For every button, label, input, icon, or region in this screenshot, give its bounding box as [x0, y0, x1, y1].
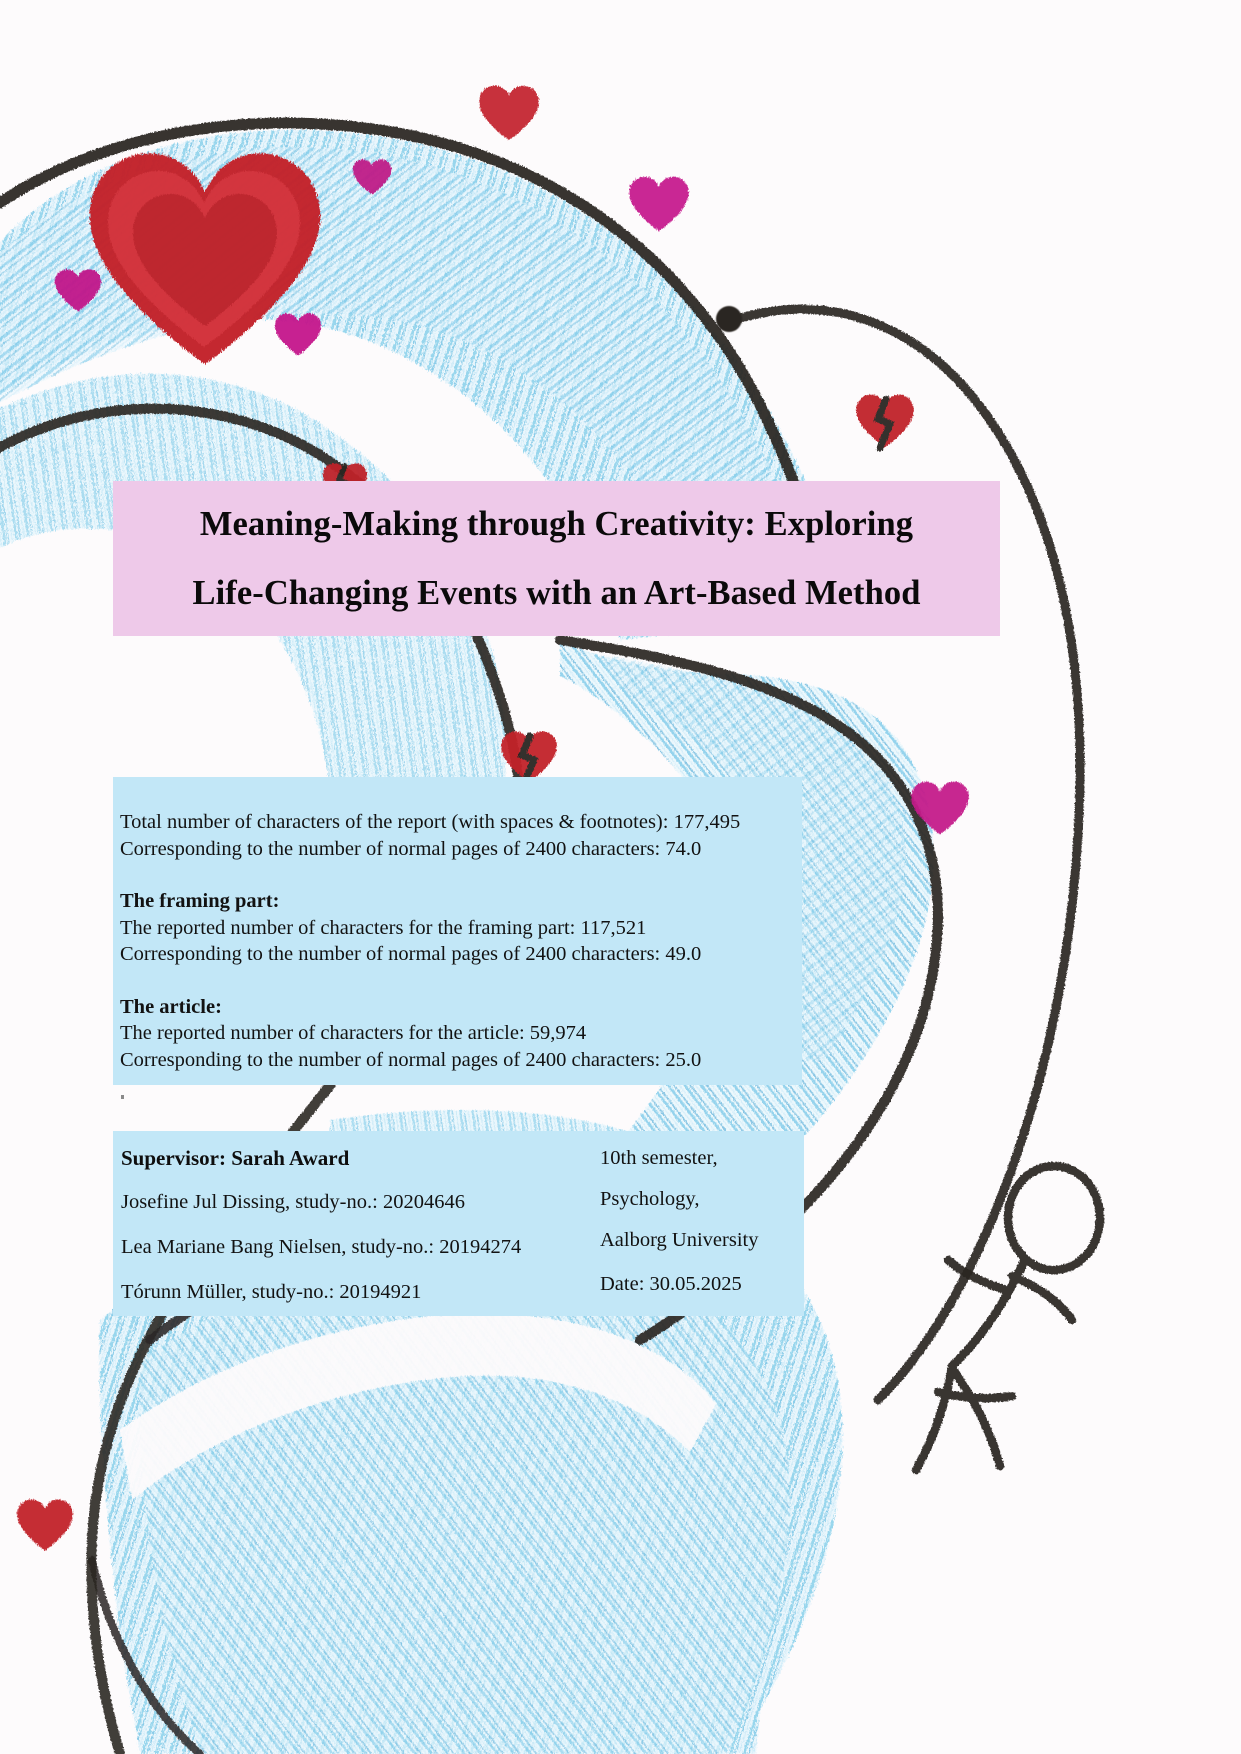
programme-line: Psychology, [600, 1188, 700, 1210]
institution-line: Aalborg University [600, 1229, 759, 1251]
student-line-1: Josefine Jul Dissing, study-no.: 20204646 [121, 1191, 465, 1213]
student-line-2: Lea Mariane Bang Nielsen, study-no.: 20194274 [121, 1236, 522, 1258]
character-count-box [113, 777, 802, 1085]
framing-characters-line: The reported number of characters for the framing part: 117,521 [120, 916, 647, 939]
supervisor-line: Supervisor: Sarah Award [121, 1146, 350, 1170]
article-characters-line: The reported number of characters for the article: 59,974 [120, 1022, 587, 1044]
date-line: Date: 30.05.2025 [600, 1273, 742, 1295]
page-title [113, 481, 1000, 636]
article-normal-pages-line: Corresponding to the number of normal pages of 2400 characters: 25.0 [120, 1048, 702, 1071]
scan-artifact-dot [121, 1095, 124, 1099]
semester-line: 10th semester, [600, 1147, 718, 1169]
spacer [120, 968, 802, 994]
authors-box [113, 1131, 564, 1316]
total-normal-pages-line: Corresponding to the number of normal pages of 2400 characters: 74.0 [120, 837, 702, 860]
title-line-1: Meaning-Making through Creativity: Exploring [199, 505, 914, 543]
article-heading: The article: [120, 995, 222, 1018]
title-line-2: Life-Changing Events with an Art-Based Method [192, 573, 921, 612]
student-line-3: Tórunn Müller, study-no.: 20194921 [121, 1281, 422, 1303]
programme-meta-box [564, 1131, 804, 1316]
total-characters-line: Total number of characters of the report (with spaces & footnotes): 177,495 [120, 811, 741, 833]
spacer [120, 862, 802, 888]
framing-part-heading: The framing part: [120, 890, 280, 912]
framing-normal-pages-line: Corresponding to the number of normal pages of 2400 characters: 49.0 [120, 943, 702, 965]
